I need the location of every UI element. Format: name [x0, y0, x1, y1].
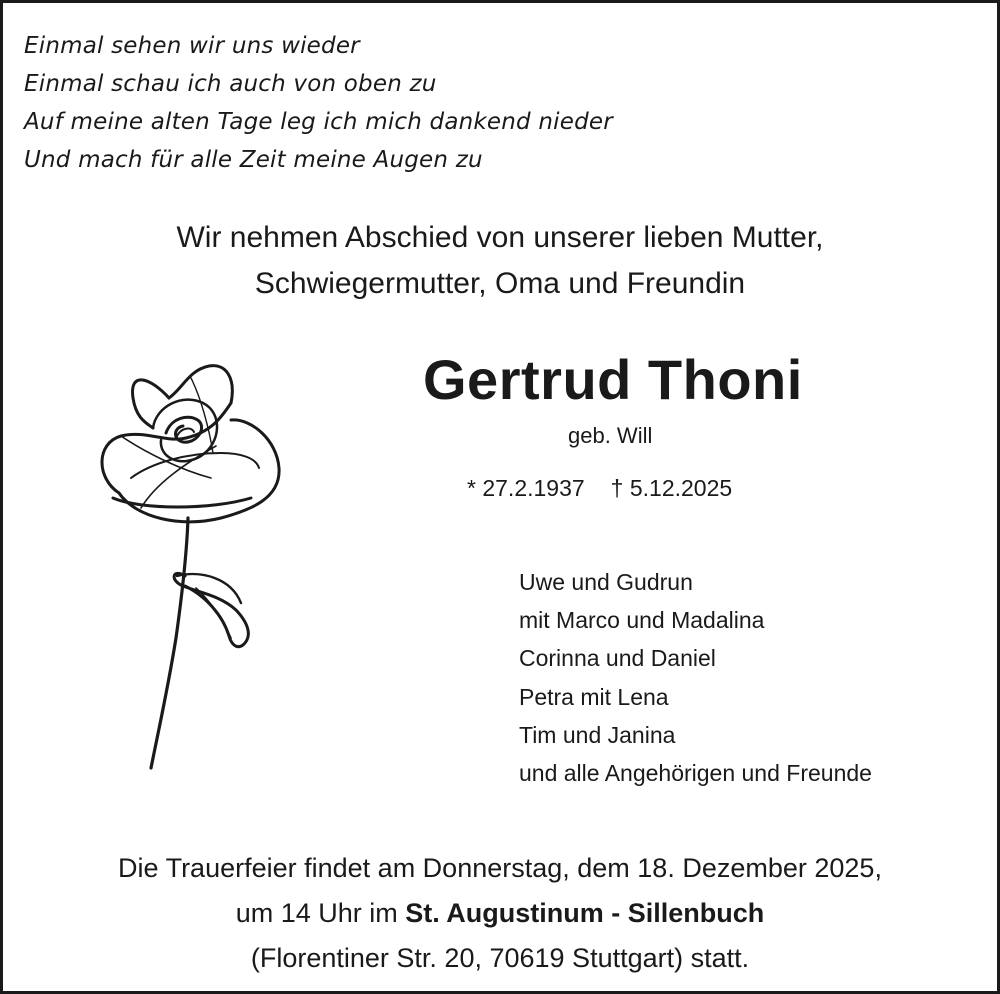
family-line: und alle Angehörigen und Freunde: [519, 760, 872, 787]
intro-line: Wir nehmen Abschied von unserer lieben Mutter,: [176, 221, 824, 254]
funeral-info: [3, 846, 997, 981]
funeral-date: Die Trauerfeier findet am Donnerstag, dem 18. Dezember 2025,: [118, 853, 882, 883]
family-line: mit Marco und Madalina: [519, 607, 765, 634]
family-line: Petra mit Lena: [519, 683, 669, 710]
farewell-intro: [3, 215, 997, 307]
family-line: Tim und Janina: [519, 721, 676, 748]
life-dates: [467, 475, 732, 502]
poem-line: Und mach für alle Zeit meine Augen zu: [24, 147, 483, 173]
death-date: † 5.12.2025: [610, 475, 733, 501]
deceased-name: Gertrud Thoni: [423, 348, 803, 411]
funeral-address: (Florentiner Str. 20, 70619 Stuttgart) statt.: [250, 943, 750, 973]
birth-date: * 27.2.1937: [467, 475, 585, 501]
intro-line: Schwiegermutter, Oma und Freundin: [254, 267, 746, 300]
funeral-time: um 14 Uhr im: [235, 898, 406, 928]
family-list: [519, 563, 872, 792]
poem-line: Einmal sehen wir uns wieder: [24, 33, 360, 59]
funeral-time-venue: [3, 891, 997, 936]
poem-line: Einmal schau ich auch von oben zu: [24, 71, 437, 97]
rose-line-drawing-icon: [91, 358, 291, 778]
family-line: Uwe und Gudrun: [519, 569, 693, 595]
poem-line: Auf meine alten Tage leg ich mich dankend nieder: [24, 109, 613, 135]
funeral-venue: St. Augustinum - Sillenbuch: [405, 898, 765, 928]
poem: [24, 27, 613, 179]
birth-name: geb. Will: [568, 423, 653, 448]
family-line: Corinna und Daniel: [519, 645, 716, 672]
